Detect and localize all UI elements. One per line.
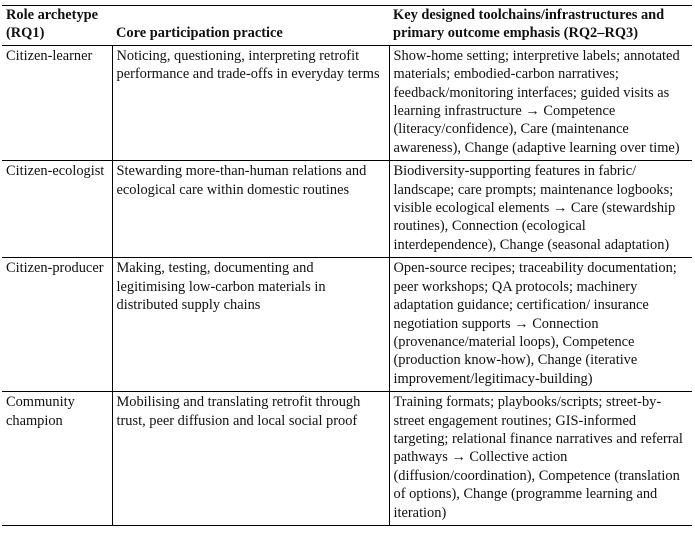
- header-toolchains: Key designed toolchains/infrastructures and primary outcome emphasis (RQ2–RQ3): [393, 7, 665, 42]
- cell-practice: Mobilising and translating retrofit through trust, peer diffusion and local social proof: [112, 392, 389, 526]
- table-header-row: [2, 6, 692, 46]
- header-role-archetype: Role archetype (RQ1): [6, 7, 99, 42]
- table-row: [2, 45, 692, 160]
- cell-role: Citizen-ecologist: [2, 161, 112, 258]
- cell-practice: Making, testing, documenting and legitimising low-carbon materials in distributed supply chains: [112, 258, 389, 392]
- cell-practice: Stewarding more-than-human relations and ecological care within domestic routines: [112, 161, 389, 258]
- cell-toolchain: Training formats; playbooks/scripts; street-by-street engagement routines; GIS-informed targeting; relational finance narratives and referral pathways → Collective action (diffusion/coordination), Competence (translation of options), Change (programme learning and iteration): [393, 394, 683, 521]
- cell-role: Citizen-learner: [2, 45, 112, 160]
- cell-practice: Noticing, questioning, interpreting retrofit performance and trade-offs in everyday terms: [112, 45, 389, 160]
- archetype-table: [2, 5, 692, 526]
- cell-toolchain: Open-source recipes; traceability documentation; peer workshops; QA protocols; machinery adaptation guidance; certification/ insurance negotiation supports → Connection (provenance/material loops), Competence (production know-how), Change (iterative improvement/legitimacy-building): [393, 260, 677, 387]
- cell-role: Citizen-producer: [2, 258, 112, 392]
- cell-toolchain: Show-home setting; interpretive labels; annotated materials; embodied-carbon narratives; feedback/monitoring interfaces; guided visits as learning infrastructure → Competence (literacy/confidence), Care (maintenance awareness), Change (adaptive learning over time): [393, 47, 680, 156]
- cell-toolchain: Biodiversity-supporting features in fabric/ landscape; care prompts; maintenance logbooks; visible ecological elements → Care (stewardship routines), Connection (ecological interdependence), Change (seasonal adaptation): [393, 163, 676, 253]
- table-row: [2, 258, 692, 392]
- table-row: [2, 392, 692, 526]
- header-core-practice: Core participation practice: [116, 25, 283, 41]
- cell-role: Community champion: [2, 392, 112, 526]
- table-row: [2, 161, 692, 258]
